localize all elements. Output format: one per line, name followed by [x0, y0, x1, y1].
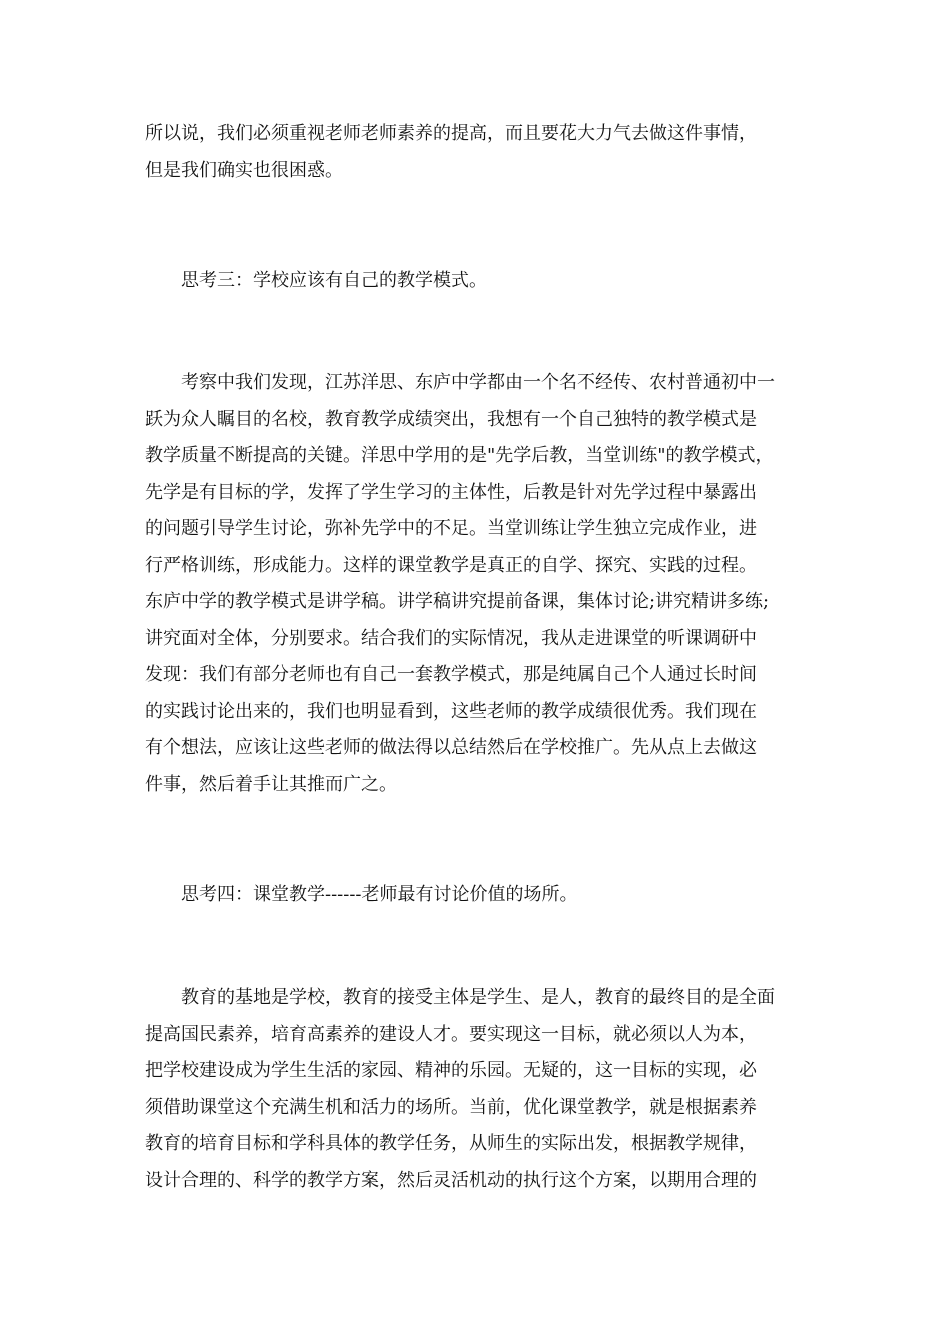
heading-thought-three: 思考三：学校应该有自己的教学模式。: [145, 270, 487, 291]
paragraph-teacher-quality: 所以说，我们必须重视老师老师素养的提高，而且要花大力气去做这件事情， 但是我们确实也很困惑。: [145, 123, 757, 181]
paragraph-teaching-model: 考察中我们发现，江苏洋思、东庐中学都由一个名不经传、农村普通初中一 跃为众人瞩目的名校，教育教学成绩突出，我想有一个自己独特的教学模式是 教学质量不断提高的关键。洋思中学用的是"先学后教，当堂训练"的教学模式， 先学是有目标的学，发挥了学生学习的主体性，后教是针对先学过程中暴露出 的问题引导学生讨论，弥补先学中的不足。当堂训练让学生独立完成作业，进 行严格训练，形成能力。这样的课堂教学是真正的自学、探究、实践的过程。 东庐中学的教学模式是讲学稿。讲学稿讲究提前备课，集体讨论;讲究精讲多练; 讲究面对全体，分别要求。结合我们的实际情况，我从走进课堂的听课调研中 发现：我们有部分老师也有自己一套教学模式，那是纯属自己个人通过长时间 的实践讨论出来的，我们也明显看到，这些老师的教学成绩很优秀。我们现在 有个想法，应该让这些老师的做法得以总结然后在学校推广。先从点上去做这 件事，然后着手让其推而广之。: [145, 372, 775, 795]
heading-thought-four: 思考四：课堂教学------老师最有讨论价值的场所。: [145, 884, 578, 905]
paragraph-classroom-teaching: 教育的基地是学校，教育的接受主体是学生、是人，教育的最终目的是全面 提高国民素养，培育高素养的建设人才。要实现这一目标，就必须以人为本， 把学校建设成为学生生活的家园、精神的乐园。无疑的，这一目标的实现，必 须借助课堂这个充满生机和活力的场所。当前，优化课堂教学，就是根据素养 教育的培育目标和学科具体的教学任务，从师生的实际出发，根据教学规律， 设计合理的、科学的教学方案，然后灵活机动的执行这个方案，以期用合理的: [145, 987, 775, 1191]
